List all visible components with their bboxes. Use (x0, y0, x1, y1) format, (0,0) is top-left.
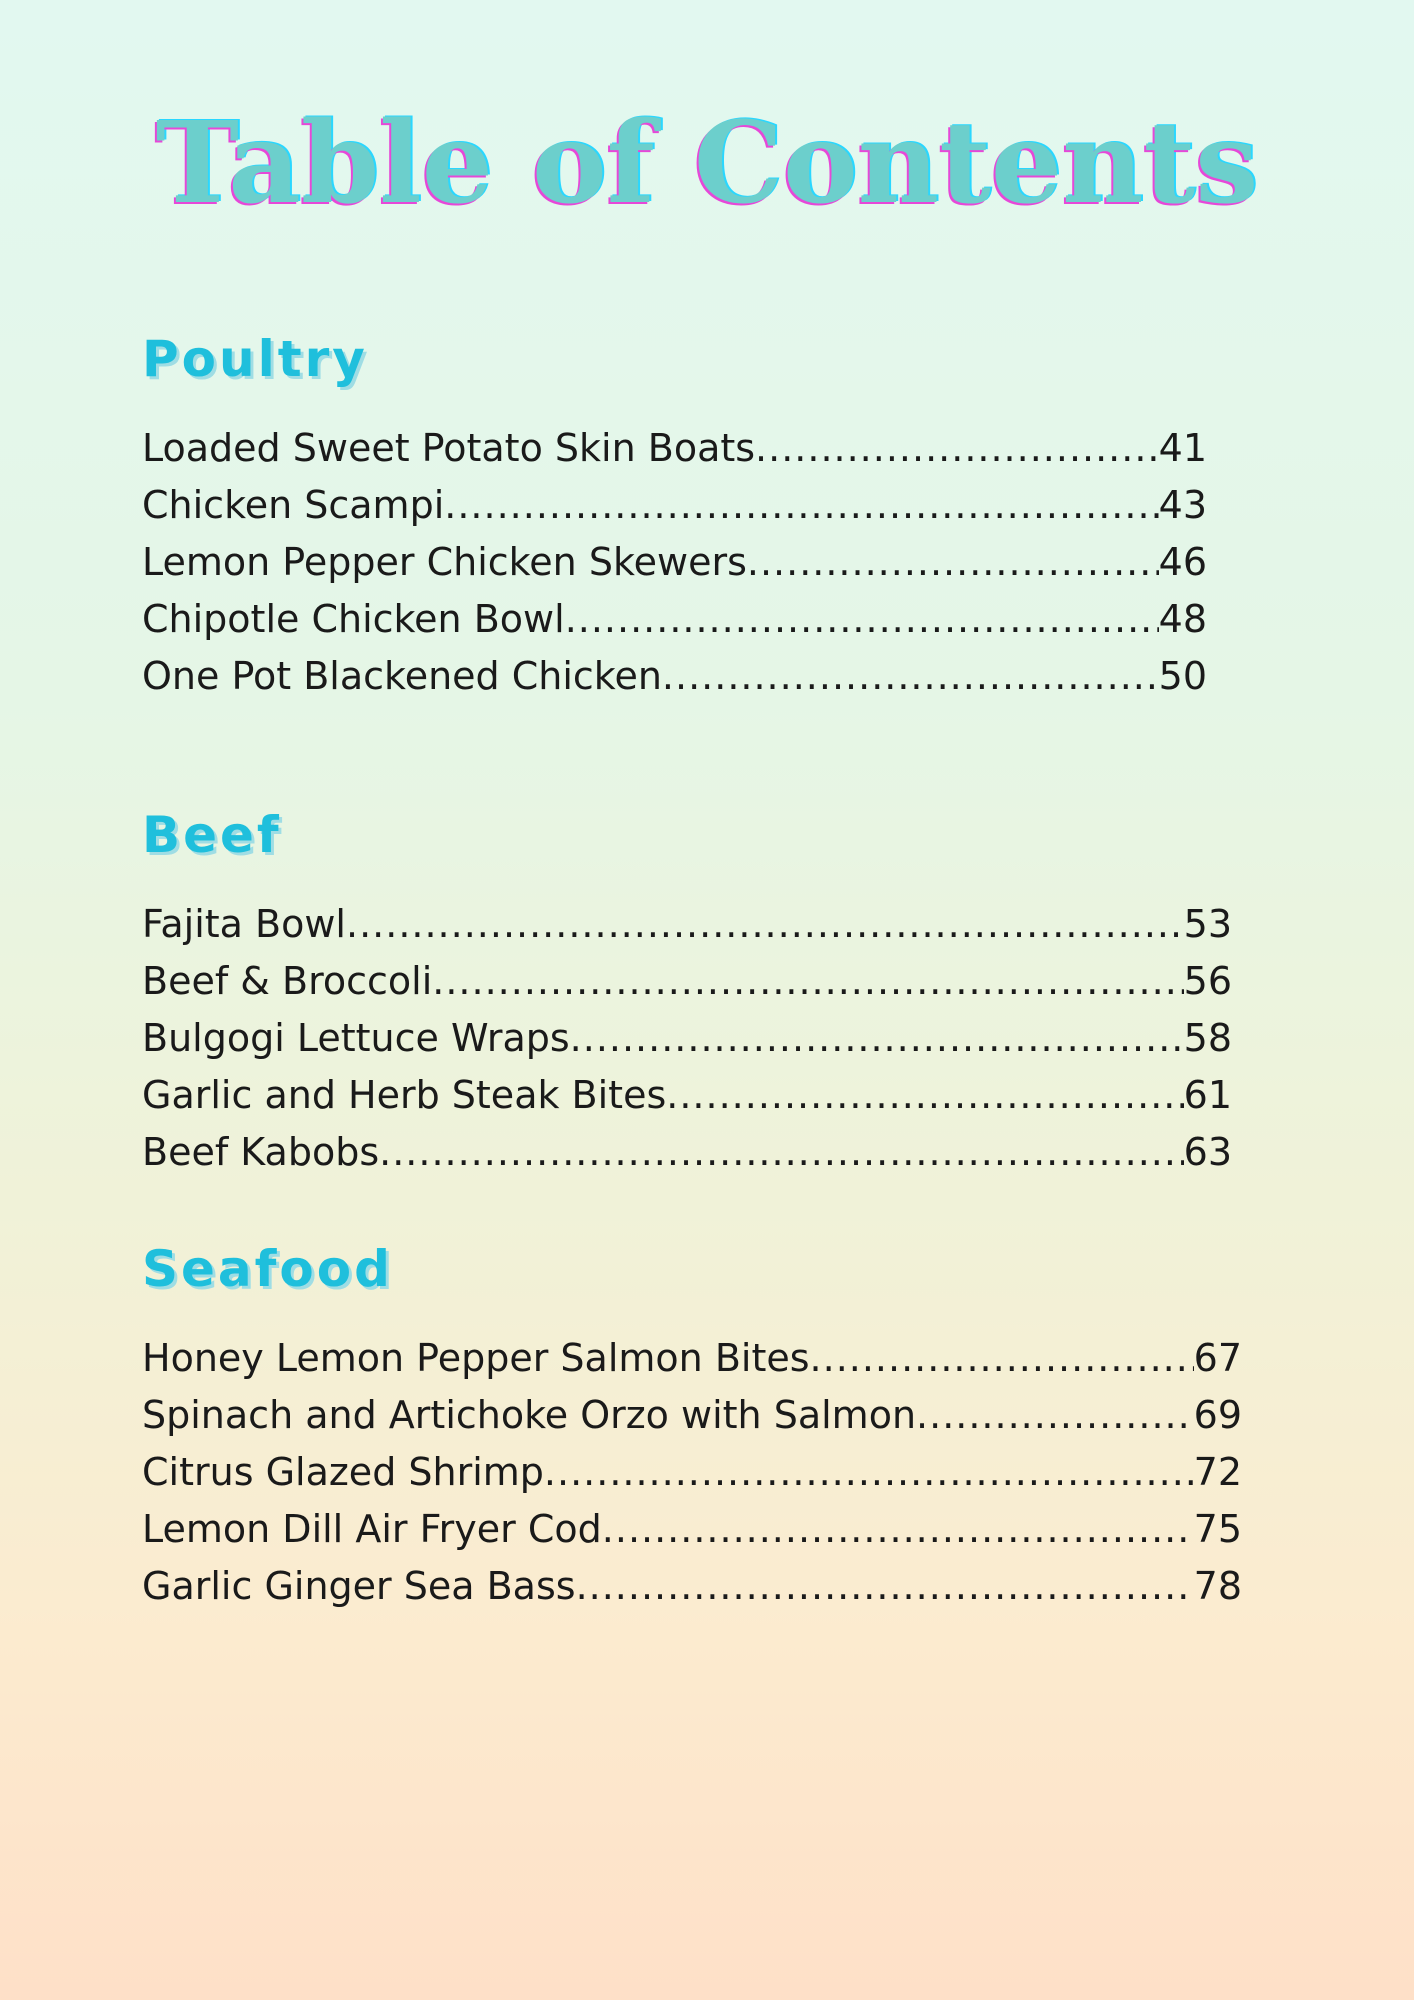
entry-name: Lemon Dill Air Fryer Cod (142, 1507, 602, 1551)
entry-name: One Pot Blackened Chicken (142, 654, 662, 698)
section-heading-poultry: Poultry (142, 330, 368, 388)
entry-page-number: 78 (1193, 1564, 1242, 1608)
dot-leader (379, 1124, 1184, 1181)
entry-name: Bulgogi Lettuce Wraps (142, 1016, 570, 1060)
toc-entry[interactable] (142, 1501, 1242, 1558)
dot-leader (602, 1501, 1194, 1558)
toc-entry[interactable] (142, 1067, 1232, 1124)
entry-page-number: 41 (1158, 426, 1207, 470)
dot-leader (432, 953, 1183, 1010)
entry-name: Lemon Pepper Chicken Skewers (142, 540, 747, 584)
dot-leader (662, 648, 1159, 705)
toc-entry[interactable] (142, 591, 1207, 648)
dot-leader (565, 591, 1159, 648)
entry-list (142, 420, 1207, 705)
entry-name: Beef Kabobs (142, 1130, 380, 1174)
section-heading-beef: Beef (142, 806, 282, 864)
toc-entry[interactable] (142, 477, 1207, 534)
entry-page-number: 67 (1193, 1336, 1242, 1380)
toc-entry[interactable] (142, 1330, 1242, 1387)
dot-leader (810, 1330, 1194, 1387)
section-poultry (142, 330, 1272, 705)
entry-name: Chipotle Chicken Bowl (142, 597, 565, 641)
entry-list (142, 896, 1232, 1181)
toc-entry[interactable] (142, 1387, 1242, 1444)
dot-leader (570, 1010, 1184, 1067)
entry-page-number: 56 (1183, 959, 1232, 1003)
entry-page-number: 61 (1183, 1073, 1232, 1117)
entry-list (142, 1330, 1242, 1615)
dot-leader (747, 534, 1159, 591)
dot-leader (755, 420, 1159, 477)
toc-entry[interactable] (142, 1444, 1242, 1501)
entry-name: Spinach and Artichoke Orzo with Salmon (142, 1393, 917, 1437)
entry-page-number: 75 (1193, 1507, 1242, 1551)
entry-name: Beef & Broccoli (142, 959, 433, 1003)
section-seafood (142, 1240, 1272, 1615)
entry-name: Garlic and Herb Steak Bites (142, 1073, 667, 1117)
entry-name: Citrus Glazed Shrimp (142, 1450, 544, 1494)
entry-page-number: 53 (1183, 902, 1232, 946)
toc-entry[interactable] (142, 1558, 1242, 1615)
dot-leader (666, 1067, 1183, 1124)
dot-leader (544, 1444, 1194, 1501)
toc-entry[interactable] (142, 648, 1207, 705)
entry-name: Honey Lemon Pepper Salmon Bites (142, 1336, 810, 1380)
entry-page-number: 48 (1158, 597, 1207, 641)
entry-page-number: 46 (1158, 540, 1207, 584)
page-title: Table of Contents (155, 98, 1259, 229)
entry-page-number: 58 (1183, 1016, 1232, 1060)
toc-entry[interactable] (142, 1010, 1232, 1067)
dot-leader (576, 1558, 1194, 1615)
section-beef (142, 806, 1272, 1181)
entry-name: Garlic Ginger Sea Bass (142, 1564, 576, 1608)
entry-name: Loaded Sweet Potato Skin Boats (142, 426, 756, 470)
entry-page-number: 63 (1183, 1130, 1232, 1174)
dot-leader (444, 477, 1158, 534)
toc-entry[interactable] (142, 420, 1207, 477)
toc-entry[interactable] (142, 1124, 1232, 1181)
entry-page-number: 72 (1193, 1450, 1242, 1494)
entry-page-number: 69 (1193, 1393, 1242, 1437)
toc-entry[interactable] (142, 896, 1232, 953)
entry-name: Fajita Bowl (142, 902, 346, 946)
entry-page-number: 43 (1158, 483, 1207, 527)
section-heading-seafood: Seafood (142, 1240, 393, 1298)
entry-name: Chicken Scampi (142, 483, 445, 527)
entry-page-number: 50 (1158, 654, 1207, 698)
toc-entry[interactable] (142, 534, 1207, 591)
dot-leader (346, 896, 1184, 953)
toc-entry[interactable] (142, 953, 1232, 1010)
dot-leader (916, 1387, 1194, 1444)
